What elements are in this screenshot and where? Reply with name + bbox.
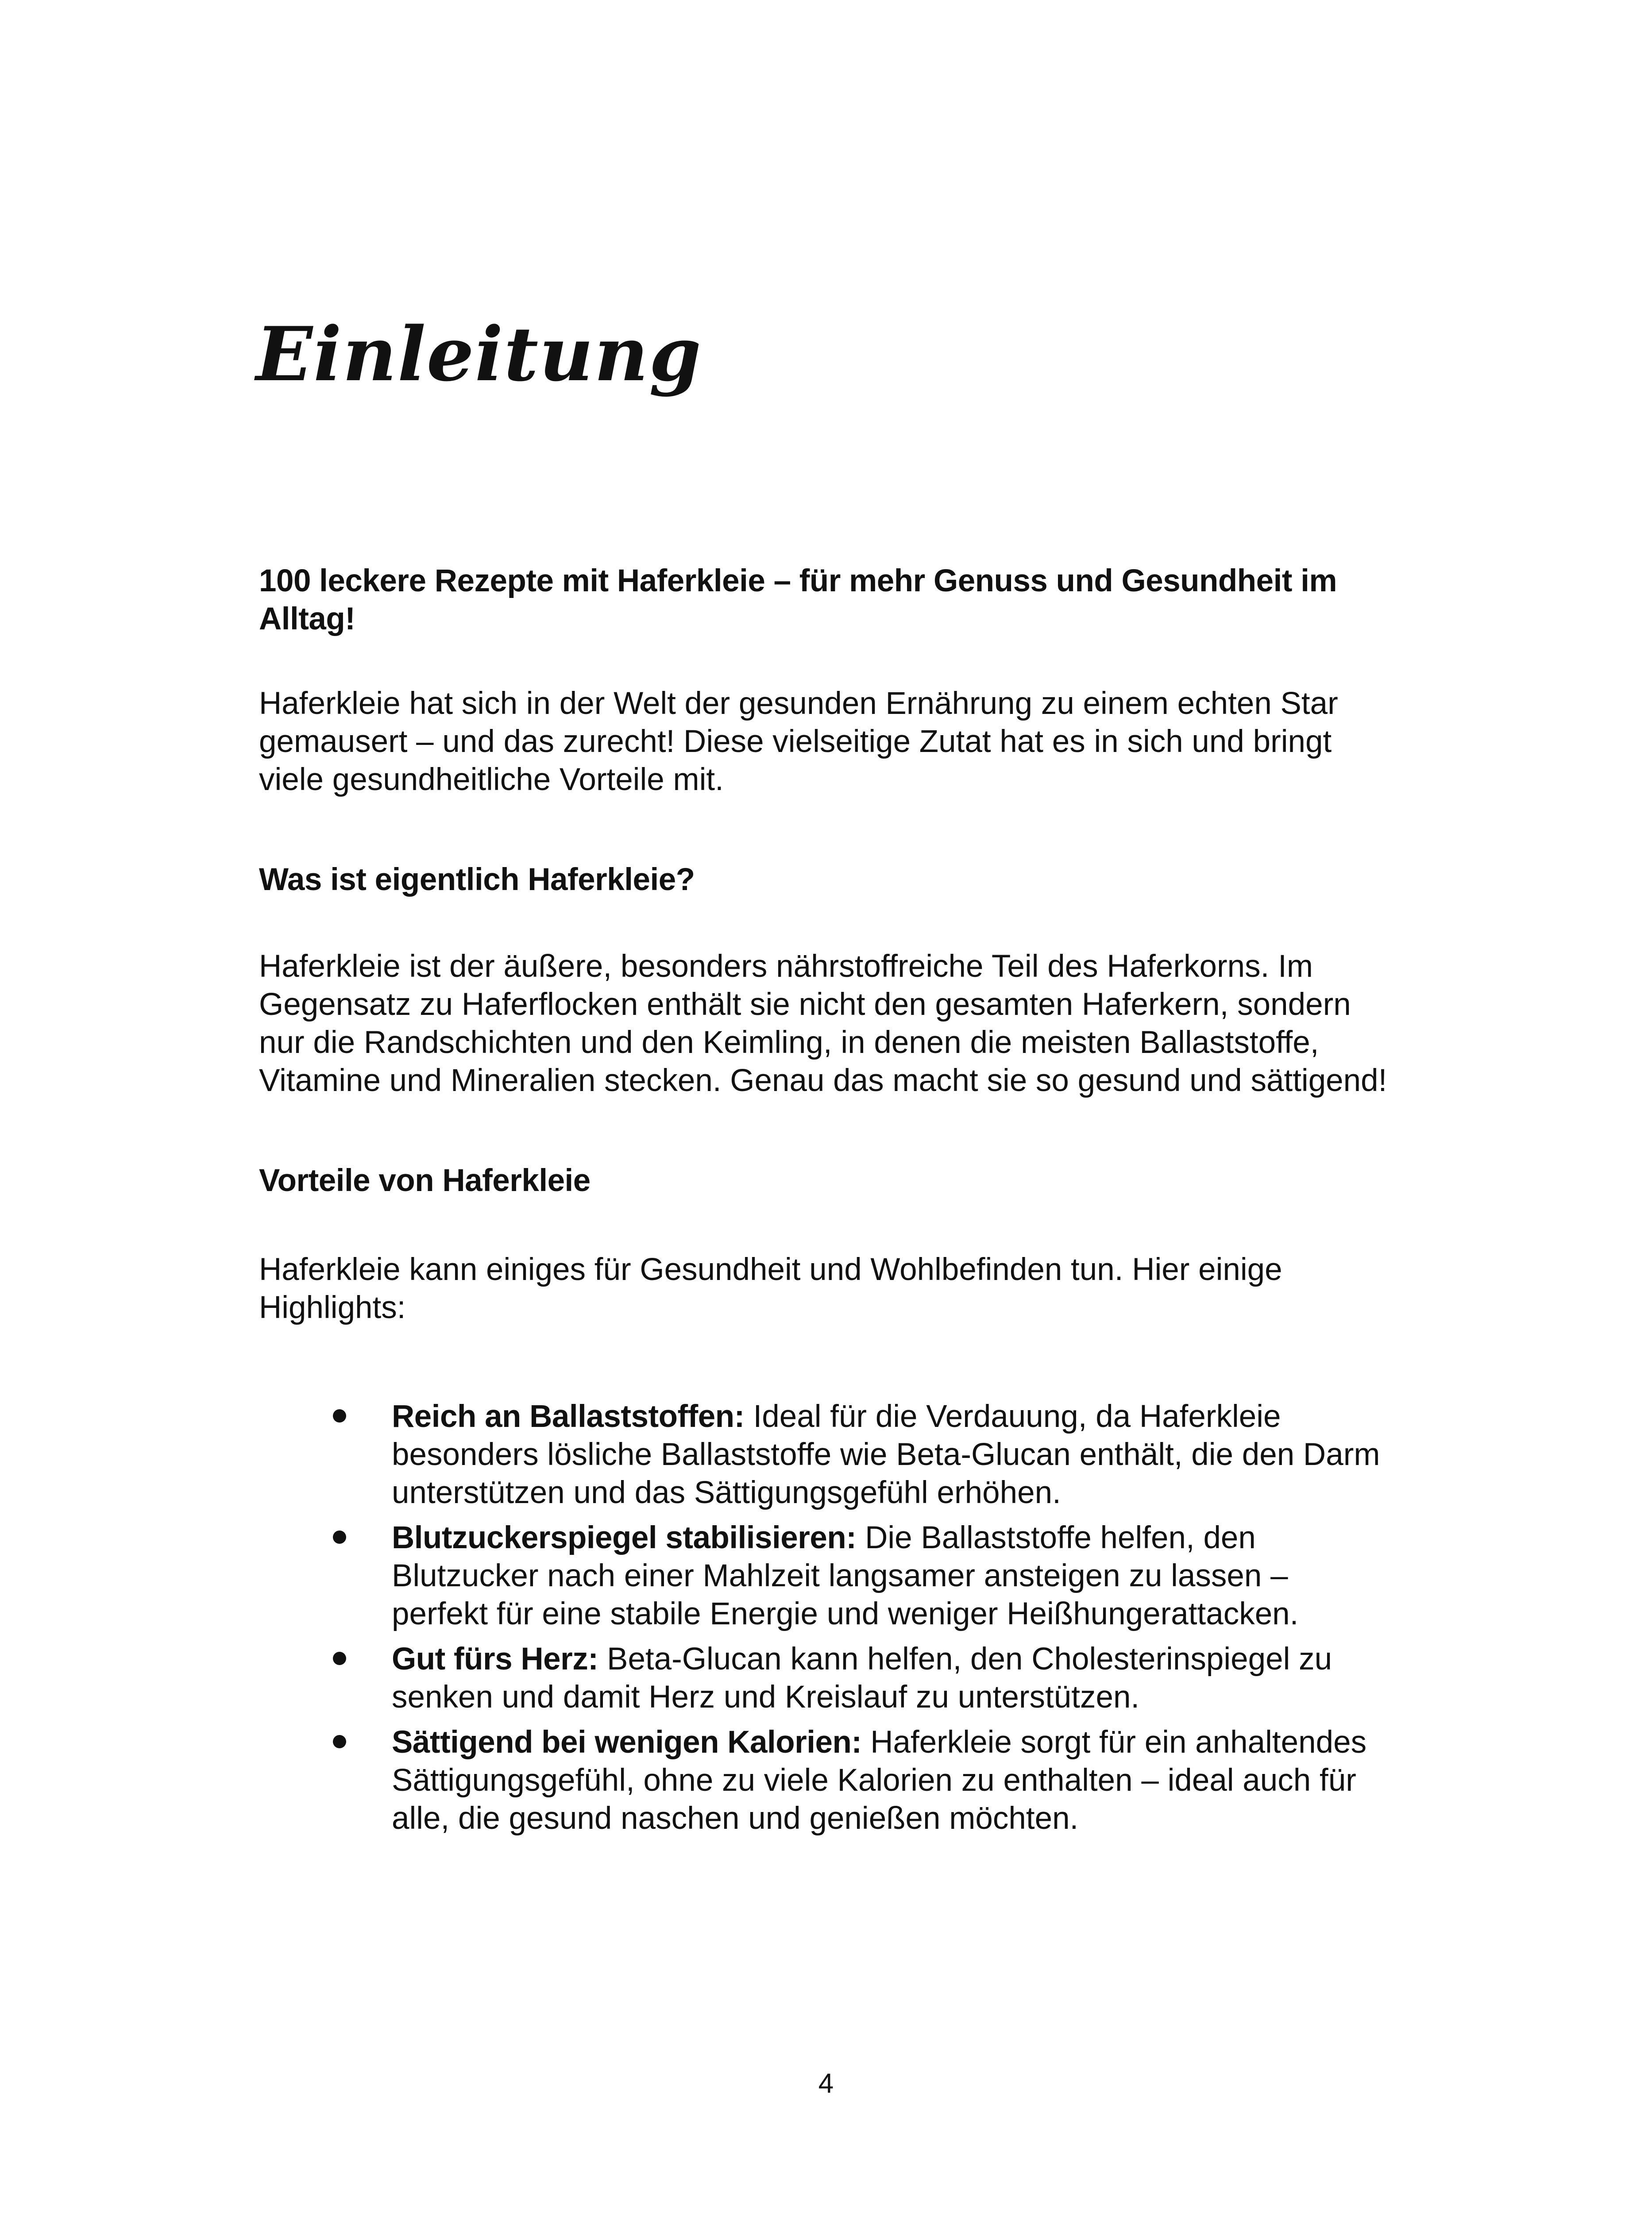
list-item: [259, 1640, 1392, 1716]
benefits-list: [259, 1398, 1392, 1838]
section-body-what-is: Haferkleie ist der äußere, besonders nährstoffreiche Teil des Haferkorns. Im Gegensatz zu Haferflocken enthält sie nicht den gesamten Haferkern, sondern nur die Randschichten und den Keimling, in denen die meisten Ballaststoffe, Vitamine und Mineralien stecken. Genau das macht sie so gesund und sättigend!: [259, 949, 1387, 1098]
bullet-icon: [333, 1531, 346, 1544]
section-heading-benefits: Vorteile von Haferkleie: [259, 1163, 591, 1198]
benefit-text: Beta-Glucan kann helfen, den Cholesterinspiegel zu senken und damit Herz und Kreislauf zu unterstützen.: [392, 1642, 1332, 1715]
benefit-term: Gut fürs Herz:: [392, 1642, 598, 1677]
list-item: [259, 1723, 1392, 1838]
page-content: [259, 562, 1392, 1845]
page-number: 4: [818, 2068, 834, 2099]
chapter-title: Einleitung: [256, 310, 702, 398]
list-item: [259, 1519, 1392, 1633]
benefit-text: Haferkleie sorgt für ein anhaltendes Sättigungsgefühl, ohne zu viele Kalorien zu enthalten – ideal auch für alle, die gesund naschen und genießen möchten.: [392, 1725, 1367, 1836]
bullet-icon: [333, 1652, 346, 1665]
section-body-benefits: Haferkleie kann einiges für Gesundheit und Wohlbefinden tun. Hier einige Highlights:: [259, 1252, 1282, 1325]
section-heading-what-is: Was ist eigentlich Haferkleie?: [259, 862, 695, 897]
bullet-icon: [333, 1735, 346, 1748]
benefit-text: Die Ballaststoffe helfen, den Blutzucker nach einer Mahlzeit langsamer ansteigen zu lassen – perfekt für eine stabile Energie und weniger Heißhungerattacken.: [392, 1520, 1299, 1631]
subtitle: 100 leckere Rezepte mit Haferkleie – für mehr Genuss und Gesundheit im Alltag!: [259, 563, 1337, 636]
intro-paragraph: Haferkleie hat sich in der Welt der gesunden Ernährung zu einem echten Star gemausert – und das zurecht! Diese vielseitige Zutat hat es in sich und bringt viele gesundheitliche Vorteile mit.: [259, 686, 1338, 797]
list-item: [259, 1398, 1392, 1512]
bullet-icon: [333, 1409, 346, 1423]
benefit-term: Blutzuckerspiegel stabilisieren:: [392, 1520, 857, 1555]
benefit-term: Sättigend bei wenigen Kalorien:: [392, 1725, 862, 1760]
benefit-term: Reich an Ballaststoffen:: [392, 1399, 745, 1434]
benefit-text: Ideal für die Verdauung, da Haferkleie besonders lösliche Ballaststoffe wie Beta-Glucan enthält, die den Darm unterstützen und das Sättigungsgefühl erhöhen.: [392, 1399, 1380, 1510]
